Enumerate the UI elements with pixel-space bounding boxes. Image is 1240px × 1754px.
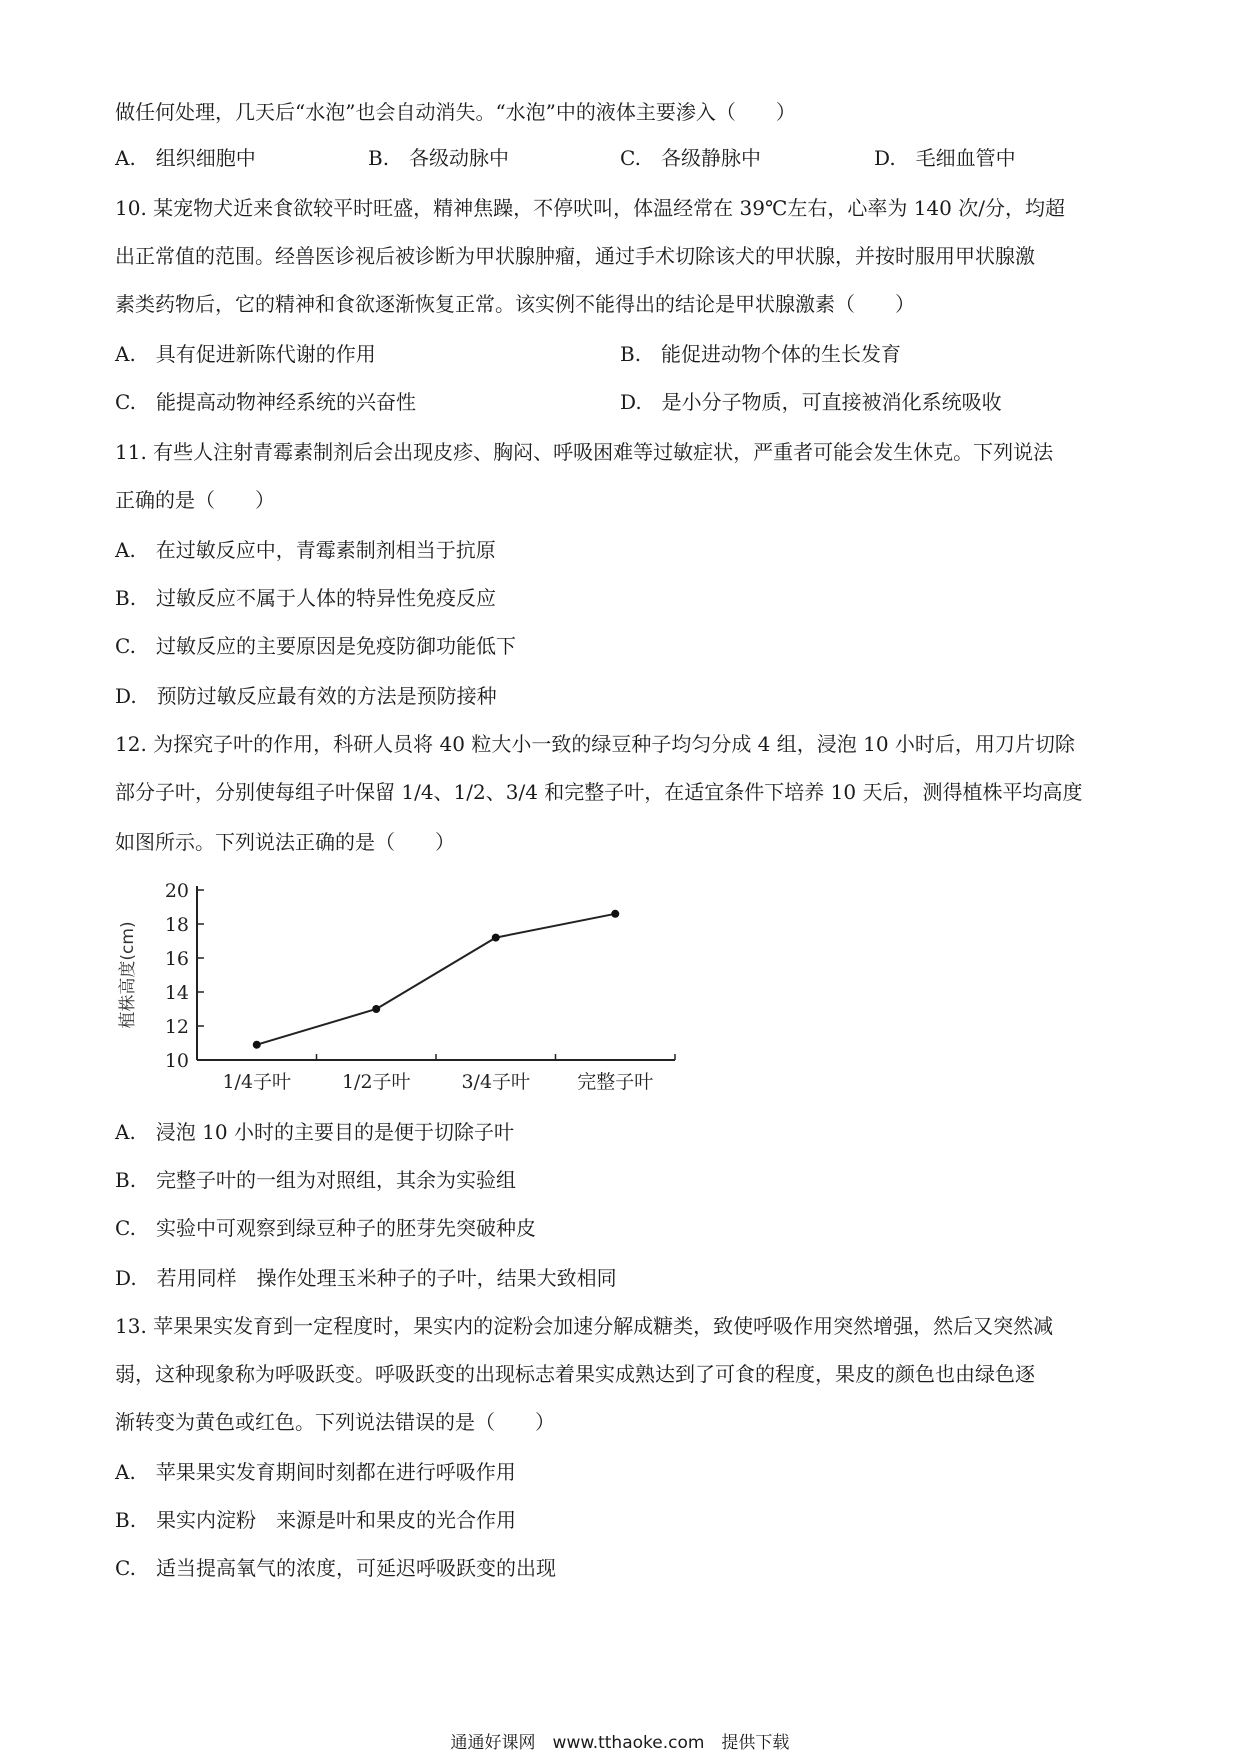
- y-tick-label: 12: [164, 1016, 189, 1038]
- x-tick-label: 完整子叶: [577, 1071, 654, 1093]
- data-point: [492, 934, 500, 942]
- q13-line-2: 弱，这种现象称为呼吸跃变。呼吸跃变的出现标志着果实成熟达到了可食的程度，果皮的颜色也由绿色逐: [115, 1362, 1035, 1386]
- y-tick-label: 14: [164, 982, 189, 1004]
- q11-line-1: 11. 有些人注射青霉素制剂后会出现皮疹、胸闷、呼吸困难等过敏症状，严重者可能会发生休克。下列说法: [115, 440, 1054, 464]
- q9-stem: 做任何处理，几天后“水泡”也会自动消失。“水泡”中的液体主要渗入（ ）: [115, 100, 796, 124]
- q9-option-d: D. 毛细血管中: [874, 146, 1016, 170]
- y-tick-label: 10: [164, 1050, 189, 1072]
- q12-option-a: A. 浸泡 10 小时的主要目的是便于切除子叶: [115, 1120, 514, 1144]
- x-tick-label: 1/2子叶: [341, 1071, 411, 1093]
- q9-option-c: C. 各级静脉中: [620, 146, 761, 170]
- q13-option-c: C. 适当提高氧气的浓度，可延迟呼吸跃变的出现: [115, 1556, 556, 1580]
- q13-line-1: 13. 苹果果实发育到一定程度时，果实内的淀粉会加速分解成糖类，致使呼吸作用突然增强，然后又突然减: [115, 1314, 1054, 1338]
- q9-option-b: B. 各级动脉中: [368, 146, 510, 170]
- x-tick-label: 1/4子叶: [222, 1071, 292, 1093]
- q13-option-a: A. 苹果果实发育期间时刻都在进行呼吸作用: [115, 1460, 516, 1484]
- q12-line-1: 12. 为探究子叶的作用，科研人员将 40 粒大小一致的绿豆种子均匀分成 4 组，浸泡 10 小时后，用刀片切除: [115, 732, 1075, 756]
- q12-option-c: C. 实验中可观察到绿豆种子的胚芽先突破种皮: [115, 1216, 536, 1240]
- q13-line-3: 渐转变为黄色或红色。下列说法错误的是（ ）: [115, 1410, 555, 1434]
- y-tick-label: 20: [164, 880, 189, 902]
- series-line: [257, 914, 616, 1045]
- q9-option-a: A. 组织细胞中: [115, 146, 256, 170]
- q10-option-d: D. 是小分子物质，可直接被消化系统吸收: [620, 390, 1002, 414]
- data-point: [611, 910, 619, 918]
- q10-line-2: 出正常值的范围。经兽医诊视后被诊断为甲状腺肿瘤，通过手术切除该犬的甲状腺，并按时服用甲状腺激: [115, 244, 1035, 268]
- y-axis-title: 植株高度(cm): [118, 921, 138, 1029]
- q10-line-3: 素类药物后，它的精神和食欲逐渐恢复正常。该实例不能得出的结论是甲状腺激素（ ）: [115, 292, 915, 316]
- q11-option-d: D. 预防过敏反应最有效的方法是预防接种: [115, 684, 497, 708]
- q11-option-a: A. 在过敏反应中，青霉素制剂相当于抗原: [115, 538, 496, 562]
- data-point: [253, 1041, 261, 1049]
- q10-option-b: B. 能促进动物个体的生长发育: [620, 342, 902, 366]
- footer-source: 通通好课网 www.tthaoke.com 提供下载: [450, 1733, 790, 1753]
- q11-option-b: B. 过敏反应不属于人体的特异性免疫反应: [115, 586, 497, 610]
- x-tick-label: 3/4子叶: [461, 1071, 531, 1093]
- q10-line-1: 10. 某宠物犬近来食欲较平时旺盛，精神焦躁，不停吠叫，体温经常在 39℃左右，心率为 140 次/分，均超: [115, 196, 1065, 220]
- data-point: [372, 1005, 380, 1013]
- q10-option-a: A. 具有促进新陈代谢的作用: [115, 342, 376, 366]
- q12-line-2: 部分子叶，分别使每组子叶保留 1/4、1/2、3/4 和完整子叶，在适宜条件下培养 10 天后，测得植株平均高度: [115, 780, 1083, 804]
- q12-option-b: B. 完整子叶的一组为对照组，其余为实验组: [115, 1168, 517, 1192]
- q12-line-3: 如图所示。下列说法正确的是（ ）: [115, 830, 455, 854]
- y-tick-label: 18: [164, 914, 189, 936]
- q13-option-b: B. 果实内淀粉 来源是叶和果皮的光合作用: [115, 1508, 517, 1532]
- q11-option-c: C. 过敏反应的主要原因是免疫防御功能低下: [115, 634, 516, 658]
- q10-option-c: C. 能提高动物神经系统的兴奋性: [115, 390, 416, 414]
- q11-line-2: 正确的是（ ）: [115, 488, 275, 512]
- y-tick-label: 16: [164, 948, 189, 970]
- height-line-chart: [115, 880, 695, 1100]
- q12-option-d: D. 若用同样 操作处理玉米种子的子叶，结果大致相同: [115, 1266, 617, 1290]
